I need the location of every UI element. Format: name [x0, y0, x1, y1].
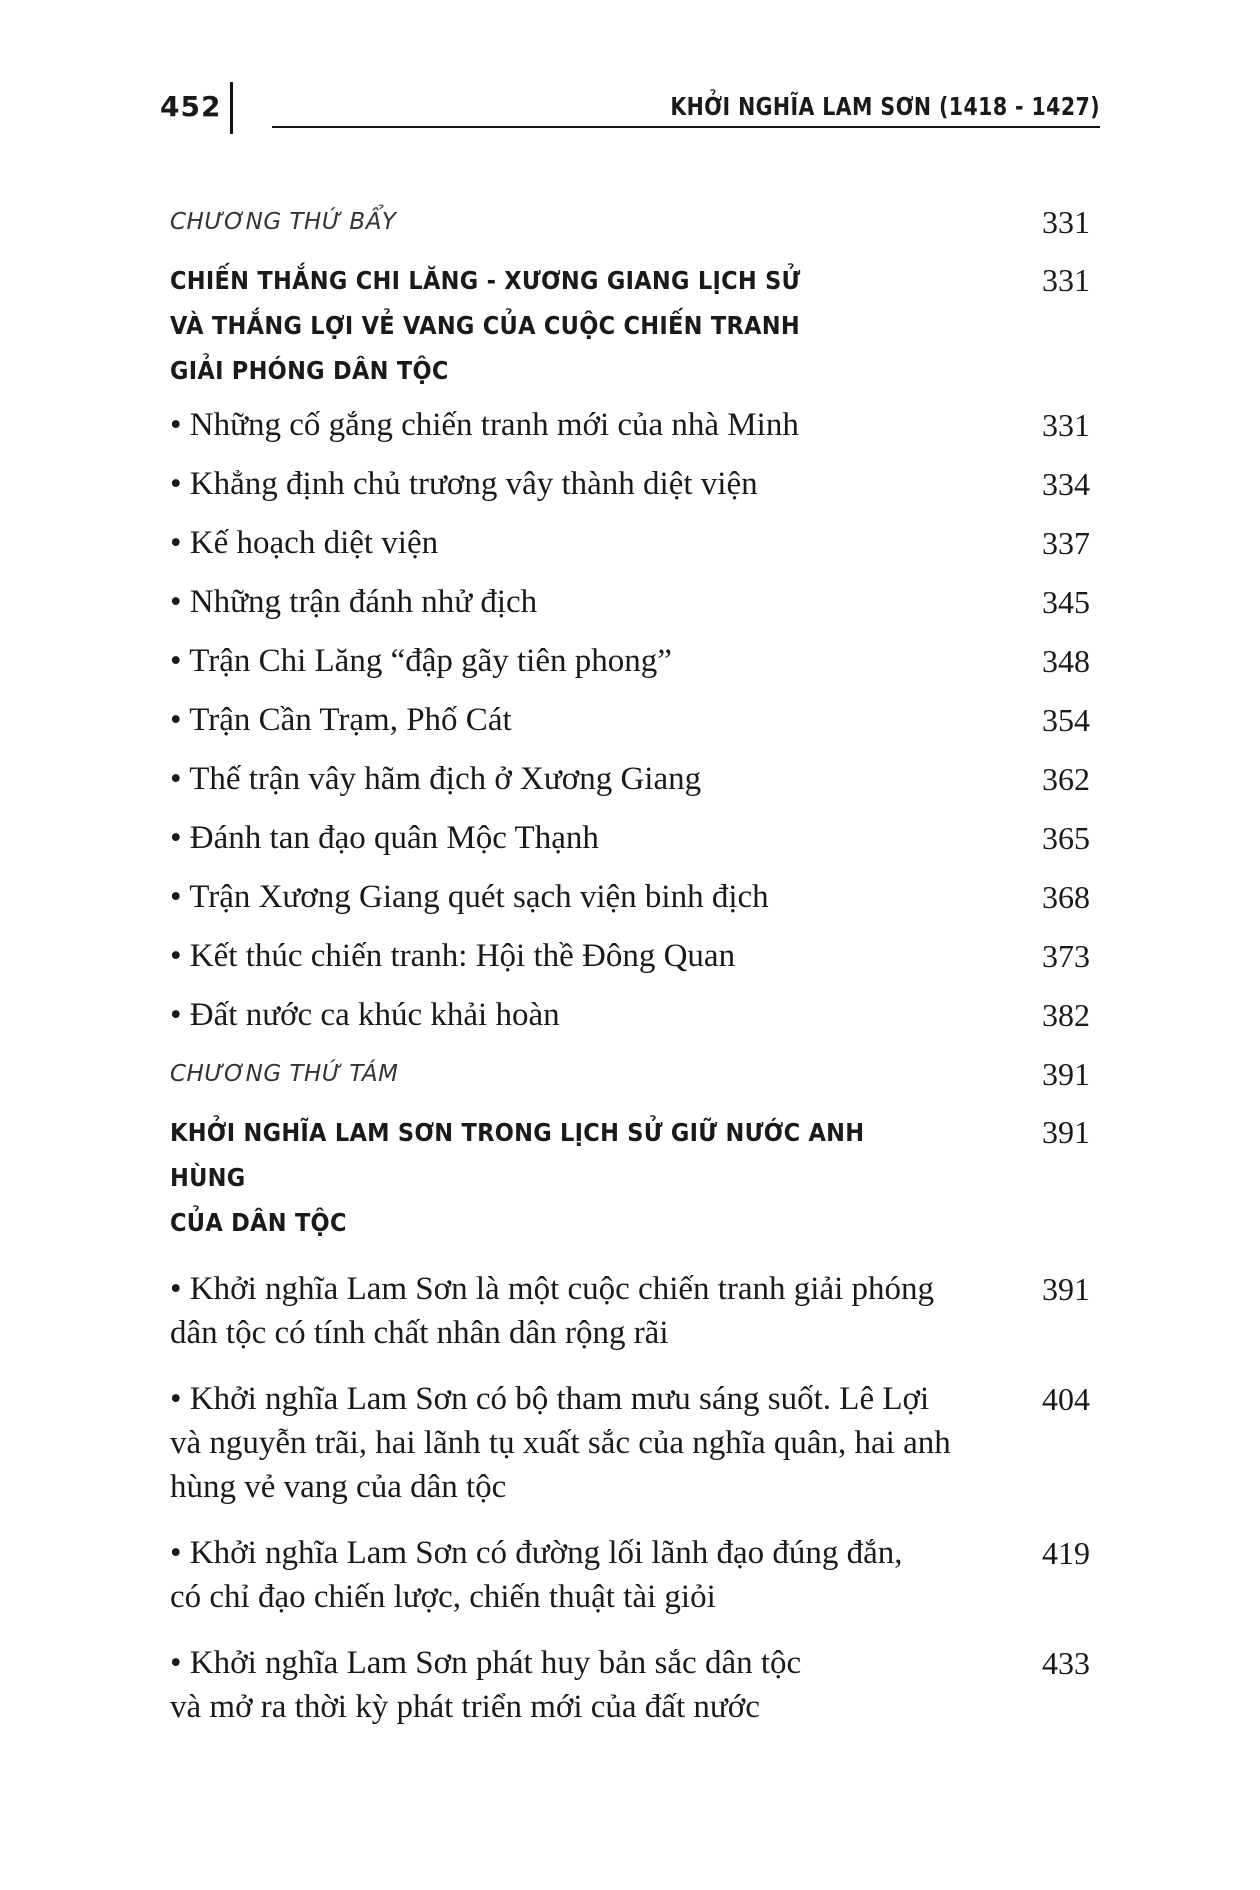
part-page: 391 — [1042, 1114, 1090, 1150]
item-label-line: • Khởi nghĩa Lam Sơn là một cuộc chiến tranh giải phóng — [170, 1271, 935, 1307]
toc-item[interactable] — [170, 639, 1090, 683]
part-title — [170, 1110, 930, 1245]
item-page: 433 — [1042, 1645, 1090, 1681]
item-label — [170, 1531, 990, 1619]
item-page: 365 — [1042, 820, 1090, 856]
part-page: 331 — [1042, 262, 1090, 298]
item-page: 334 — [1042, 466, 1090, 502]
part-title-line: VÀ THẮNG LỢI VẺ VANG CỦA CUỘC CHIẾN TRANH — [170, 311, 800, 340]
header-divider — [230, 82, 233, 134]
toc-part-7[interactable] — [170, 258, 1090, 393]
item-page: 337 — [1042, 525, 1090, 561]
item-label-line: hùng vẻ vang của dân tộc — [170, 1469, 507, 1505]
toc-item[interactable] — [170, 1377, 1090, 1509]
item-label — [170, 1641, 990, 1729]
item-page: 368 — [1042, 879, 1090, 915]
item-label: • Trận Cần Trạm, Phố Cát — [170, 702, 512, 738]
part-title-line: CỦA DÂN TỘC — [170, 1208, 347, 1237]
item-label: • Những trận đánh nhử địch — [170, 584, 538, 620]
toc-item[interactable] — [170, 875, 1090, 919]
toc-item[interactable] — [170, 698, 1090, 742]
item-page: 331 — [1042, 407, 1090, 443]
item-page: 345 — [1042, 584, 1090, 620]
item-label: • Đất nước ca khúc khải hoàn — [170, 997, 560, 1033]
chapter-page: 331 — [1042, 204, 1090, 240]
item-page: 362 — [1042, 761, 1090, 797]
part-title-line: KHỞI NGHĨA LAM SƠN TRONG LỊCH SỬ GIỮ NƯỚC ANH HÙNG — [170, 1118, 865, 1192]
item-label: • Trận Chi Lăng “đập gãy tiên phong” — [170, 643, 672, 679]
toc-item[interactable] — [170, 521, 1090, 565]
item-label-line: có chỉ đạo chiến lược, chiến thuật tài giỏi — [170, 1579, 716, 1615]
toc-item[interactable] — [170, 403, 1090, 447]
item-label-line: • Khởi nghĩa Lam Sơn có đường lối lãnh đạo đúng đắn, — [170, 1535, 903, 1571]
item-page: 373 — [1042, 938, 1090, 974]
item-page: 354 — [1042, 702, 1090, 738]
toc-item[interactable] — [170, 462, 1090, 506]
item-page: 391 — [1042, 1271, 1090, 1307]
part-title — [170, 258, 930, 393]
item-page: 382 — [1042, 997, 1090, 1033]
item-label: • Đánh tan đạo quân Mộc Thạnh — [170, 820, 599, 856]
item-label: • Những cố gắng chiến tranh mới của nhà Minh — [170, 407, 799, 443]
table-of-contents — [170, 200, 1090, 1744]
item-label-line: • Khởi nghĩa Lam Sơn có bộ tham mưu sáng suốt. Lê Lợi — [170, 1381, 930, 1417]
item-page: 404 — [1042, 1381, 1090, 1417]
toc-item[interactable] — [170, 993, 1090, 1037]
item-label: • Khẳng định chủ trương vây thành diệt viện — [170, 466, 758, 502]
toc-item[interactable] — [170, 816, 1090, 860]
item-label: • Thế trận vây hãm địch ở Xương Giang — [170, 761, 702, 797]
item-label-line: dân tộc có tính chất nhân dân rộng rãi — [170, 1315, 669, 1351]
item-label: • Kế hoạch diệt viện — [170, 525, 439, 561]
item-page: 348 — [1042, 643, 1090, 679]
chapter-page: 391 — [1042, 1056, 1090, 1092]
item-label: • Trận Xương Giang quét sạch viện binh địch — [170, 879, 769, 915]
item-label-line: và nguyễn trãi, hai lãnh tụ xuất sắc của nghĩa quân, hai anh — [170, 1425, 951, 1461]
item-page: 419 — [1042, 1535, 1090, 1571]
item-label — [170, 1377, 990, 1509]
page-header — [160, 82, 1100, 138]
item-label — [170, 1267, 990, 1355]
part-title-line: GIẢI PHÓNG DÂN TỘC — [170, 356, 449, 385]
toc-item[interactable] — [170, 934, 1090, 978]
toc-chapter-8[interactable] — [170, 1052, 1090, 1096]
header-rule — [272, 126, 1100, 128]
toc-item[interactable] — [170, 1267, 1090, 1355]
page-number: 452 — [160, 90, 222, 123]
running-title: KHỞI NGHĨA LAM SƠN (1418 - 1427) — [670, 92, 1100, 121]
item-label-line: và mở ra thời kỳ phát triển mới của đất nước — [170, 1689, 760, 1725]
toc-item[interactable] — [170, 580, 1090, 624]
item-label: • Kết thúc chiến tranh: Hội thề Đông Quan — [170, 938, 736, 974]
toc-chapter-7[interactable] — [170, 200, 1090, 244]
item-label-line: • Khởi nghĩa Lam Sơn phát huy bản sắc dân tộc — [170, 1645, 802, 1681]
toc-item[interactable] — [170, 757, 1090, 801]
chapter-label: CHƯƠNG THỨ TÁM — [170, 1061, 399, 1087]
toc-item[interactable] — [170, 1531, 1090, 1619]
part-title-line: CHIẾN THẮNG CHI LĂNG - XƯƠNG GIANG LỊCH SỬ — [170, 266, 801, 295]
toc-item[interactable] — [170, 1641, 1090, 1729]
toc-part-8[interactable] — [170, 1110, 1090, 1245]
chapter-label: CHƯƠNG THỨ BẨY — [170, 209, 397, 235]
